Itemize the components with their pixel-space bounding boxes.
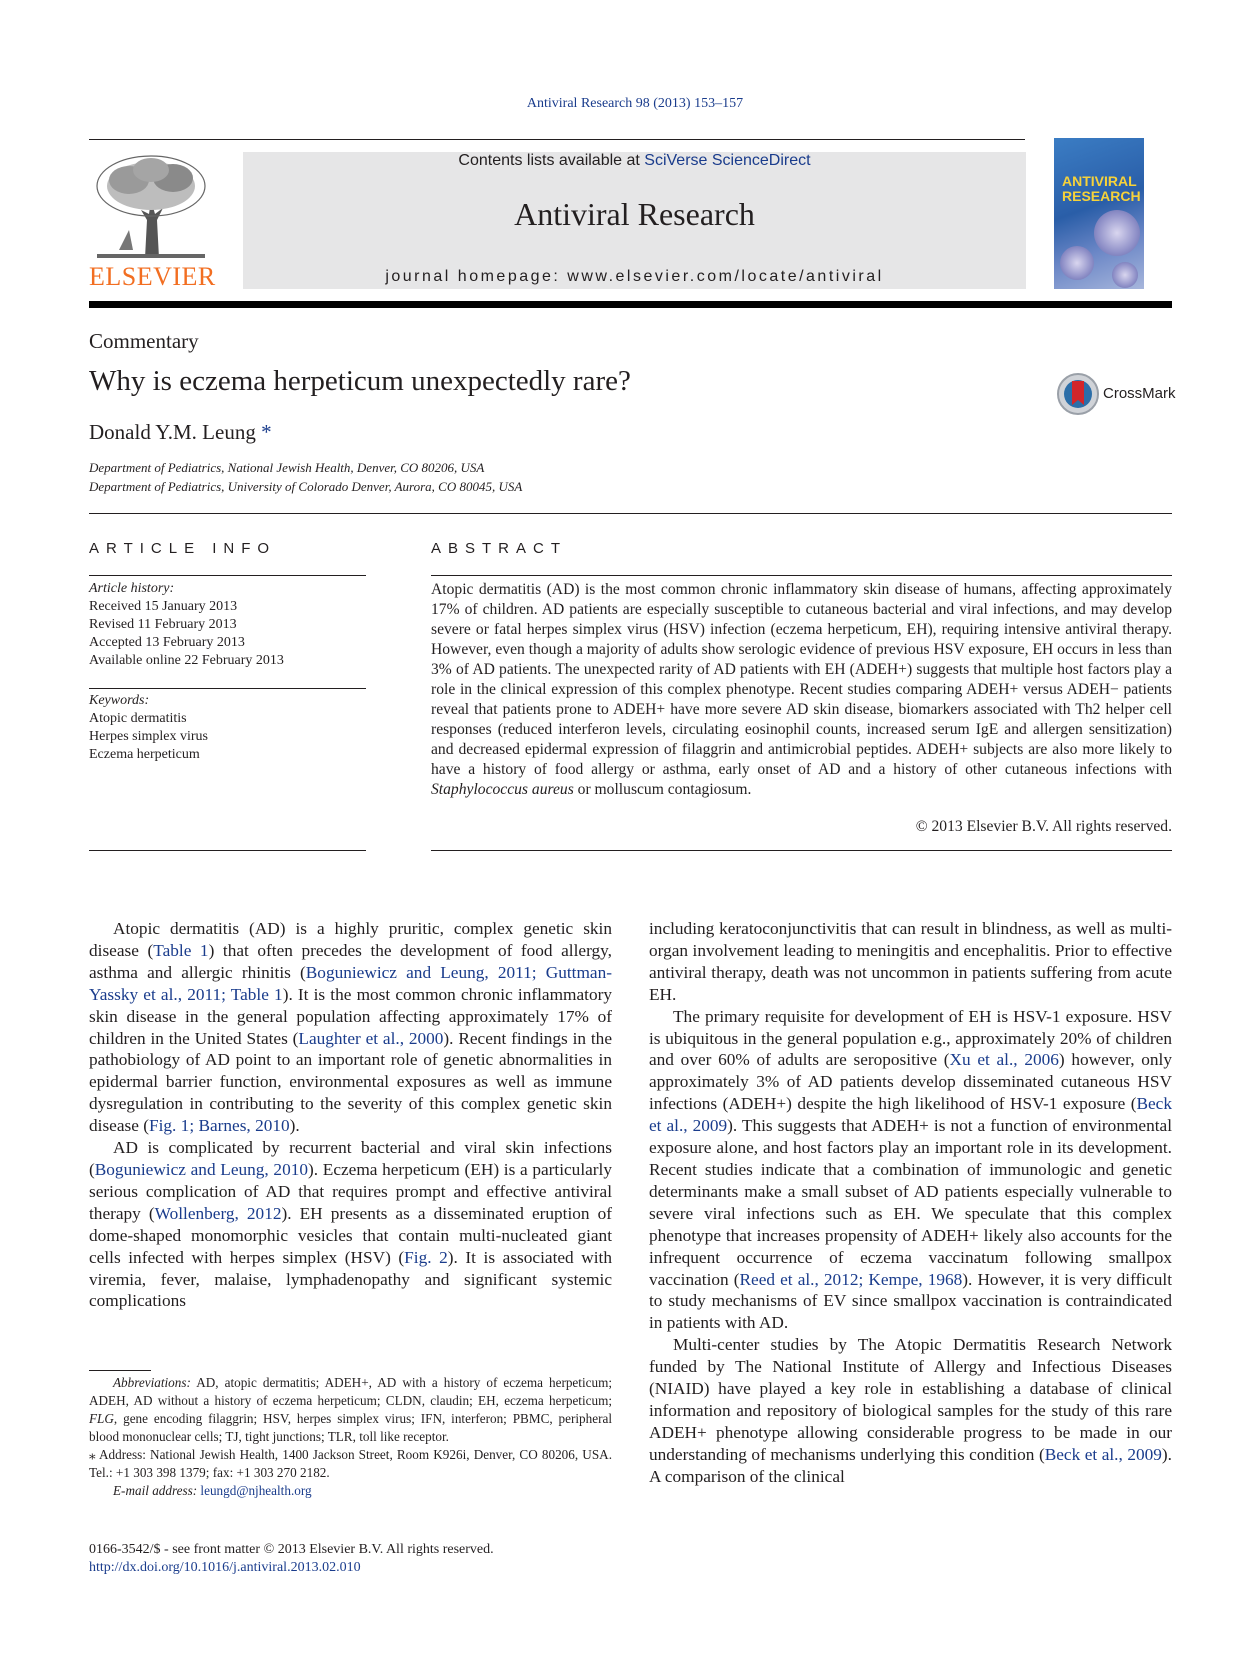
address-footnote: ⁎ Address: National Jewish Health, 1400 Jackson Street, Room K926i, Denver, CO 80206, USA. Tel.: +1 303 398 1379; fax: +1 303 270 2182. <box>89 1447 612 1480</box>
elsevier-tree-icon <box>89 150 213 262</box>
history-online: Available online 22 February 2013 <box>89 653 284 668</box>
crossmark-label: CrossMark <box>1103 385 1176 402</box>
paragraph <box>649 1334 1172 1487</box>
abstract-text <box>431 580 1172 800</box>
text-run: ). EH presents as a disseminated eruption of dome-shaped monomorphic vesicles that contain multi-nucleated giant cells infected with herpes simplex (HSV) ( <box>89 1203 612 1267</box>
article-title: Why is eczema herpeticum unexpectedly rare? <box>89 365 631 397</box>
history-received: Received 15 January 2013 <box>89 599 238 614</box>
text-run: ). It is associated with viremia, fever, malaise, lymphadenopathy and significant systemic complications <box>89 1247 612 1311</box>
paragraph <box>89 1137 612 1312</box>
citation-link[interactable]: Beck et al., 2009 <box>1044 1444 1162 1464</box>
text-run: ) that often precedes the development of food allergy, asthma and allergic rhinitis ( <box>89 940 613 982</box>
elsevier-logo <box>89 150 216 292</box>
text-run: AD, atopic dermatitis; ADEH+, AD with a history of eczema herpeticum; ADEH, AD without a history of eczema herpeticum; CLDN, claudin; EH, eczema herpeticum; <box>89 1375 612 1408</box>
contents-line <box>243 152 1026 170</box>
keywords-label: Keywords: <box>89 693 150 708</box>
article-info-rule <box>89 575 366 576</box>
email-link[interactable]: leungd@njhealth.org <box>200 1483 312 1498</box>
text-run: ). This suggests that ADEH+ is not a function of environmental exposure alone, and host factors play an important role in its development. Recent studies indicate that a combination of immunologic and genetic determinants make a small subset of AD patients especially vulnerable to severe viral infections such as EH. We speculate that this complex phenotype that increases propensity of ADEH+ likely also accounts for the infrequent occurrence of eczema vaccinatum following smallpox vaccination ( <box>649 1116 1172 1289</box>
body-column-left <box>89 918 612 1312</box>
article-info-heading: ARTICLE INFO <box>89 540 277 557</box>
citation-link[interactable]: Xu et al., 2006 <box>949 1050 1059 1070</box>
text-run: including keratoconjunctivitis that can result in blindness, as well as multi-organ involvement leading to meningitis and encephalitis. Prior to effective antiviral therapy, death was not uncommon in patients suffering from acute EH. <box>649 919 1172 1004</box>
text-run: ). It is the most common chronic inflammatory skin disease in the general population affecting approximately 17% of children in the United States ( <box>89 984 612 1048</box>
keyword-item: Herpes simplex virus <box>89 729 208 744</box>
crossmark-badge[interactable] <box>1056 372 1176 418</box>
article-history <box>89 580 366 670</box>
citation-link[interactable]: Boguniewicz and Leung, 2010 <box>94 1159 308 1179</box>
cover-virus-graphic <box>1112 262 1138 288</box>
italic-text: Abbreviations: <box>113 1375 191 1390</box>
journal-citation[interactable]: Antiviral Research 98 (2013) 153–157 <box>526 96 744 111</box>
text-run: ). A comparison of the clinical <box>649 1444 1172 1486</box>
citation-link[interactable]: Reed et al., 2012; Kempe, 1968 <box>739 1269 963 1289</box>
cover-title: ANTIVIRAL RESEARCH <box>1062 173 1141 204</box>
cover-virus-graphic <box>1060 246 1094 280</box>
footnotes <box>89 1374 612 1500</box>
history-revised: Revised 11 February 2013 <box>89 617 237 632</box>
citation-link[interactable]: Fig. 1; Barnes, 2010 <box>148 1116 290 1136</box>
citation-link[interactable]: Boguniewicz and Leung, 2011; Guttman-Yassky et al., 2011; Table 1 <box>89 962 612 1004</box>
affiliation-1: Department of Pediatrics, National Jewish Health, Denver, CO 80206, USA <box>89 460 485 475</box>
citation-link[interactable]: Table 1 <box>153 940 209 960</box>
email-footnote <box>89 1482 612 1500</box>
text-run: ). Recent findings in the pathobiology of AD point to an important role of genetic abnormalities in epidermal barrier function, environmental exposures as well as immune dysregulation in contributing to the severity of this complex genetic skin disease ( <box>89 1028 612 1136</box>
body-column-right <box>649 918 1172 1488</box>
author-footnote-mark[interactable]: * <box>255 420 272 444</box>
history-label: Article history: <box>89 581 175 596</box>
paragraph <box>89 918 612 1137</box>
contents-prefix: Contents lists available at <box>458 152 645 169</box>
section-rule <box>89 513 1172 514</box>
text-run: ). Eczema herpeticum (EH) is a particularly serious complication of AD that requires prompt and effective antiviral therapy ( <box>89 1159 612 1223</box>
abstract-rule <box>431 575 1172 576</box>
text-run: Multi-center studies by The Atopic Dermatitis Research Network funded by The National Institute of Allergy and Infectious Diseases (NIAID) have played a key role in establishing a database of clinical information and repository of biological samples for the study of this rare ADEH+ phenotype allowing considerable progress to be made in our understanding of mechanisms underlying this condition ( <box>649 1335 1172 1464</box>
sciencedirect-link[interactable]: SciVerse ScienceDirect <box>644 152 811 169</box>
citation-link[interactable]: Laughter et al., 2000 <box>298 1028 444 1048</box>
header-thick-rule <box>89 301 1172 308</box>
keyword-item: Eczema herpeticum <box>89 747 200 762</box>
author-name: Donald Y.M. Leung <box>89 420 256 444</box>
citation-link[interactable]: Beck et al., 2009 <box>649 1094 1172 1136</box>
text-run: The primary requisite for development of EH is HSV-1 exposure. HSV is ubiquitous in the general population e.g., approximately 20% of children and over 60% of adults are seropositive ( <box>649 1006 1172 1070</box>
text-run: AD is complicated by recurrent bacterial and viral skin infections ( <box>89 1138 612 1179</box>
italic-text: FLG <box>89 1411 114 1426</box>
elsevier-wordmark: ELSEVIER <box>89 262 216 291</box>
text-run: , gene encoding filaggrin; HSV, herpes simplex virus; IFN, interferon; PBMC, peripheral blood mononuclear cells; TJ, tight junctions; TLR, toll like receptor. <box>89 1411 612 1444</box>
abstract-heading: ABSTRACT <box>431 540 568 557</box>
crossmark-icon <box>1056 372 1100 416</box>
keywords <box>89 692 366 764</box>
history-accepted: Accepted 13 February 2013 <box>89 635 245 650</box>
article-info-rule <box>89 688 366 689</box>
paragraph <box>649 918 1172 1006</box>
abstract-rule <box>431 850 1172 851</box>
paragraph <box>649 1006 1172 1335</box>
front-matter: 0166-3542/$ - see front matter © 2013 Elsevier B.V. All rights reserved. <box>89 1542 494 1557</box>
footnote-rule <box>89 1370 151 1371</box>
doi-link[interactable]: http://dx.doi.org/10.1016/j.antiviral.2013.02.010 <box>89 1560 361 1575</box>
journal-cover-image <box>1054 138 1144 289</box>
text-run: ). <box>289 1116 300 1136</box>
abstract-body: Atopic dermatitis (AD) is the most common chronic inflammatory skin disease of humans, affecting approximately 17% of children. AD patients are especially susceptible to cutaneous bacterial and viral infections, and may develop severe or fatal herpes simplex virus (HSV) infection (eczema herpeticum, EH), requiring intensive antiviral therapy. However, even though a majority of adults show serologic evidence of previous HSV exposure, EH occurs in less than 3% of AD patients. The unexpected rarity of AD patients with EH (ADEH+) suggests that multiple host factors play a role in the clinical expression of this complex phenotype. Recent studies comparing ADEH+ versus ADEH− patients reveal that patients prone to ADEH+ have more severe AD skin disease, biomarkers associated with Th2 helper cell responses (reduced interferon levels, circulating eosinophil counts, increased serum IgE and allergen sensitization) and decreased epidermal expression of filaggrin and antimicrobial peptides. ADEH+ subjects are also more likely to have a history of food allergy or asthma, early onset of AD and a history of other cutaneous infections with <box>431 581 1172 778</box>
journal-name: Antiviral Research <box>514 196 755 232</box>
abstract-body-end: or molluscum contagiosum. <box>573 781 752 798</box>
affiliation-2: Department of Pediatrics, University of Colorado Denver, Aurora, CO 80045, USA <box>89 479 523 494</box>
text-run: ). However, it is very difficult to study mechanisms of EV since smallpox vaccination is contraindicated in patients with AD. <box>649 1269 1172 1333</box>
abbreviations-footnote <box>89 1374 612 1446</box>
article-info-rule <box>89 850 366 851</box>
abstract-copyright: © 2013 Elsevier B.V. All rights reserved. <box>915 818 1172 835</box>
journal-homepage[interactable]: journal homepage: www.elsevier.com/locate/antiviral <box>385 268 884 285</box>
citation-link[interactable]: Fig. 2 <box>404 1247 448 1267</box>
email-label: E-mail address: <box>113 1483 201 1498</box>
cover-virus-graphic <box>1094 210 1140 256</box>
text-run: ) however, only approximately 3% of AD patients develop disseminated cutaneous HSV infections (ADEH+) despite the high likelihood of HSV-1 exposure ( <box>649 1050 1172 1114</box>
author-line <box>89 420 272 445</box>
text-run: Atopic dermatitis (AD) is a highly pruritic, complex genetic skin disease ( <box>89 919 612 960</box>
citation-link[interactable]: Wollenberg, 2012 <box>154 1203 282 1223</box>
journal-banner <box>243 152 1026 289</box>
article-section: Commentary <box>89 329 199 353</box>
keyword-item: Atopic dermatitis <box>89 711 187 726</box>
header-rule <box>89 139 1025 140</box>
abstract-organism: Staphylococcus aureus <box>431 781 574 798</box>
